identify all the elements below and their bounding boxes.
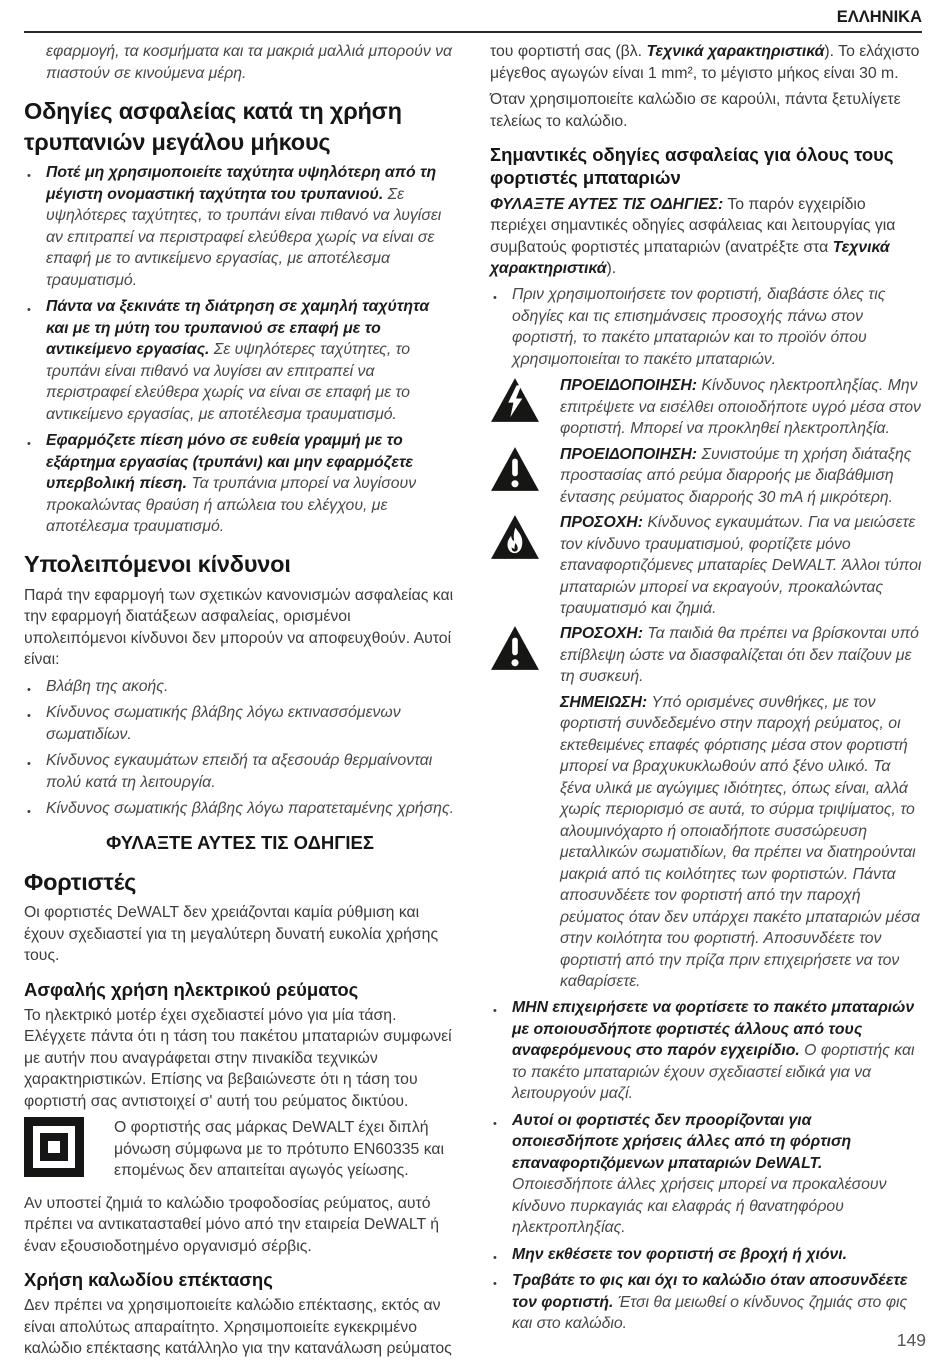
- warning-text: ΠΡΟΣΟΧΗ: Κίνδυνος εγκαυμάτων. Για να μειώσετε τον κίνδυνο τραυματισμού, φορτίζετε μόνο επαναφορτιζόμενες μπαταρίες DeWALT. Άλλοι τύποι μπαταριών μπορεί να εκραγούν, προκαλώντας τραυματισμό και ζημιά.: [560, 514, 922, 617]
- language-header: ΕΛΛΗΝΙΚΑ: [836, 8, 922, 26]
- double-insulation-row: [24, 1117, 456, 1186]
- right-column: [490, 41, 922, 1361]
- list-item: [24, 162, 456, 291]
- double-insulation-text: Ο φορτιστής σας μάρκας DeWALT έχει διπλή μόνωση σύμφωνα με το πρότυπο EN60335 και επομένως δεν απαιτείται αγωγός γείωσης.: [114, 1119, 445, 1180]
- note-paragraph: ΣΗΜΕΙΩΣΗ: Υπό ορισμένες συνθήκες, με τον φορτιστή συνδεδεμένο στην παροχή ρεύματος, οι εκτεθειμένες επαφές φόρτισης μέσα στον φορτιστή μπορεί να βραχυκυκλωθούν από ξένο υλικό. Τα ξένα υλικά με αγώγιμες ιδιότητες, όπως είναι, αλλά χωρίς περιορισμό σε αυτά, το σύρμα τριψίματος, το αλουμινόχαρτο ή οποιαδήποτε συσσώρευση μεταλλικών σωματιδίων, θα πρέπει να διατηρούνται μακριά από τις κοιλότητες των φορτιστών. Πάντα αποσυνδέετε τον φορτιστή από την παροχή ρεύματος όταν δεν υπάρχει πακέτο μπαταριών μέσα στην κοιλότητα του φορτιστή. Αποσυνδέετε τον φορτιστή από την πρίζα πριν επιχειρήσετε να τον καθαρίσετε.: [560, 693, 920, 990]
- bullet-text: Μην εκθέσετε τον φορτιστή σε βροχή ή χιόνι.: [512, 1245, 848, 1263]
- fire-hazard-warning-triangle-icon: [490, 512, 540, 619]
- class-ii-inner-square: [40, 1133, 68, 1161]
- electrical-safety-body: Το ηλεκτρικό μοτέρ έχει σχεδιαστεί μόνο για μία τάση. Ελέγχετε πάντα ότι η τάση του πακέτου μπαταριών συμφωνεί με αυτήν που αναγράφεται στην πινακίδα τεχνικών χαρακτηριστικών. Επίσης να βεβαιώνεστε ότι η τάση του φορτιστή σας αντιστοιχεί σ' αυτή του ρεύματος δικτύου.: [24, 1006, 452, 1110]
- bullet-text: Κίνδυνος σωματικής βλάβης λόγω εκτινασσόμενων σωματιδίων.: [46, 704, 401, 743]
- list-item: [24, 296, 456, 425]
- class-ii-double-insulation-icon: [24, 1117, 84, 1177]
- subsection-title-charger-safety: Σημαντικές οδηγίες ασφαλείας για όλους τους φορτιστές μπαταριών: [490, 144, 894, 189]
- electric-shock-warning-triangle-icon: [490, 375, 540, 439]
- residual-risks-intro: Παρά την εφαρμογή των σχετικών κανονισμών ασφαλείας και την εφαρμογή διατάξεων ασφαλείας, ορισμένοι υπολειπόμενοι κίνδυνοι δεν μπορούν να αποφευχθούν. Αυτοί είναι:: [24, 586, 454, 669]
- page-number: 149: [896, 1330, 926, 1351]
- bullet-marker: [490, 1244, 512, 1265]
- cable-reel-note: Όταν χρησιμοποιείτε καλώδιο σε καρούλι, πάντα ξετυλίγετε τελείως το καλώδιο.: [490, 91, 901, 130]
- bullet-marker: [490, 1270, 512, 1334]
- warning-block: [490, 623, 922, 687]
- bullet-marker: [490, 284, 512, 370]
- bullet-marker: [490, 1110, 512, 1239]
- bullet-text: ΜΗΝ επιχειρήσετε να φορτίσετε το πακέτο μπαταριών με οποιουσδήποτε φορτιστές άλλους από τους αναφερόμενους στο παρόν εγχειρίδιο. Ο φορτιστής και το πακέτο μπαταριών έχουν σχεδιαστεί ειδικά για να λειτουργούν μαζί.: [512, 999, 915, 1103]
- list-item: [24, 676, 456, 697]
- bullet-text: Κίνδυνος σωματικής βλάβης λόγω παρατεταμένης χρήσης.: [46, 800, 455, 818]
- warning-block: [490, 444, 922, 508]
- list-item: [490, 1270, 922, 1334]
- warning-text: ΠΡΟΕΙΔΟΠΟΙΗΣΗ: Συνιστούμε τη χρήση διάταξης προστασίας από ρεύμα διαρροής με διαβάθμιση έντασης ρεύματος διαρροής 30 mA ή μικρότερη.: [560, 445, 912, 506]
- bullet-text: Αυτοί οι φορτιστές δεν προορίζονται για οποιεσδήποτε χρήσεις άλλες από τη φόρτιση επαναφορτιζόμενων μπαταριών DeWALT. Οποιεσδήποτε άλλες χρήσεις μπορεί να προκαλέσουν κίνδυνο πυρκαγιάς και ελαφράς ή θανατηφόρου ηλεκτροπληξίας.: [512, 1111, 887, 1237]
- bullet-marker: [24, 676, 46, 697]
- warning-text: ΠΡΟΕΙΔΟΠΟΙΗΣΗ: Κίνδυνος ηλεκτροπληξίας. Μην επιτρέψετε να εισέλθει οποιοδήποτε υγρό μέσα στον φορτιστή. Μπορεί να προκληθεί ηλεκτροπληξία.: [560, 377, 921, 438]
- save-instructions-line: ΦΥΛΑΞΤΕ ΑΥΤΕΣ ΤΙΣ ΟΔΗΓΙΕΣ: [106, 831, 374, 853]
- bullet-text: Εφαρμόζετε πίεση μόνο σε ευθεία γραμμή με το εξάρτημα εργασίας (τρυπάνι) και μην εφαρμόζετε υπερβολική πίεση. Τα τρυπάνια μπορεί να λυγίσουν προκαλώντας θραύση ή απώλεια του ελέγχου, με αποτέλεσμα τραυματισμό.: [46, 432, 417, 535]
- two-column-layout: [24, 41, 922, 1361]
- bullet-text: Κίνδυνος εγκαυμάτων επειδή τα αξεσουάρ θερμαίνονται πολύ κατά τη λειτουργία.: [46, 752, 433, 791]
- extension-cord-continuation: του φορτιστή σας (βλ. Τεχνικά χαρακτηριστικά). Το ελάχιστο μέγεθος αγωγών είναι 1 mm², το μέγιστο μήκος είναι 30 m.: [490, 43, 920, 82]
- list-item: [490, 284, 922, 370]
- bullet-text: Πριν χρησιμοποιήσετε τον φορτιστή, διαβάστε όλες τις οδηγίες και τις επισημάνσεις προσοχής πάνω στον φορτιστή, το πακέτο μπαταριών και το προϊόν όπου χρησιμοποιείται το πακέτο μπαταριών.: [512, 286, 886, 368]
- warning-block: [490, 512, 922, 619]
- bullet-marker: [490, 997, 512, 1104]
- extension-cord-body: Δεν πρέπει να χρησιμοποιείτε καλώδιο επέκτασης, εκτός αν είναι απολύτως απαραίτητο. Χρησιμοποιείτε εγκεκριμένο καλώδιο επέκτασης κατάλληλο για την κατανάλωση ρεύματος: [24, 1297, 452, 1358]
- section-title-long-drill-safety: Οδηγίες ασφαλείας κατά τη χρήση τρυπανιών μεγάλου μήκους: [24, 98, 402, 155]
- list-item: [490, 1110, 922, 1239]
- bullet-marker: [24, 750, 46, 793]
- bullet-marker: [24, 162, 46, 291]
- warning-text: ΠΡΟΣΟΧΗ: Τα παιδιά θα πρέπει να βρίσκονται υπό επίβλεψη ώστε να διασφαλίζεται ότι δεν παίζουν με τη συσκευή.: [560, 625, 919, 686]
- carryover-paragraph: εφαρμογή, τα κοσμήματα και τα μακριά μαλλιά μπορούν να πιαστούν σε κινούμενα μέρη.: [46, 43, 453, 82]
- bullet-text: Πάντα να ξεκινάτε τη διάτρηση σε χαμηλή ταχύτητα και με τη μύτη του τρυπανιού σε επαφή με το αντικείμενο εργασίας. Σε υψηλότερες ταχύτητες, το τρυπάνι είναι πιθανό να λυγίσει αν επιτραπεί να περιστραφεί ελεύθερα χωρίς να είναι σε επαφή με το αντικείμενο εργασίας, με αποτέλεσμα τραυματισμό.: [46, 298, 430, 423]
- exclamation-warning-triangle-icon: [490, 444, 540, 508]
- list-item: [24, 750, 456, 793]
- list-item: [24, 430, 456, 537]
- bullet-marker: [24, 430, 46, 537]
- list-item: [490, 1244, 922, 1265]
- bullet-text: Ποτέ μη χρησιμοποιείτε ταχύτητα υψηλότερη από τη μέγιστη ονομαστική ταχύτητα του τρυπανιού. Σε υψηλότερες ταχύτητες, το τρυπάνι είναι πιθανό να λυγίσει αν επιτραπεί να περιστραφεί ελεύθερα χωρίς να είναι σε επαφή με το αντικείμενο εργασίας, με αποτέλεσμα τραυματισμό.: [46, 164, 442, 289]
- save-instructions-paragraph: ΦΥΛΑΞΤΕ ΑΥΤΕΣ ΤΙΣ ΟΔΗΓΙΕΣ: Το παρόν εγχειρίδιο περιέχει σημαντικές οδηγίες ασφάλειας και λειτουργίας για συμβατούς φορτιστές μπαταριών (ανατρέξτε στα Τεχνικά χαρακτηριστικά).: [490, 195, 896, 277]
- list-item: [490, 997, 922, 1104]
- bullet-text: Βλάβη της ακοής.: [46, 677, 169, 695]
- header-rule: [24, 31, 922, 33]
- cord-replacement-text: Αν υποστεί ζημιά το καλώδιο τροφοδοσίας ρεύματος, αυτό πρέπει να αντικατασταθεί μόνο από την εταιρεία DeWALT ή έναν εξουσιοδοτημένο οργανισμό σέρβις.: [24, 1194, 440, 1255]
- chargers-intro: Οι φορτιστές DeWALT δεν χρειάζονται καμία ρύθμιση και έχουν σχεδιαστεί για τη μεγαλύτερη δυνατή ευκολία χρήσης τους.: [24, 904, 439, 965]
- left-column: [24, 41, 456, 1361]
- subsection-title-extension-cord: Χρήση καλωδίου επέκτασης: [24, 1269, 273, 1291]
- bullet-text: Τραβάτε το φις και όχι το καλώδιο όταν αποσυνδέετε τον φορτιστή. Έτσι θα μειωθεί ο κίνδυνος ζημιάς στο φις και στο καλώδιο.: [512, 1272, 908, 1332]
- exclamation-warning-triangle-icon: [490, 623, 540, 687]
- section-title-chargers: Φορτιστές: [24, 868, 137, 895]
- bullet-marker: [24, 702, 46, 745]
- bullet-marker: [24, 798, 46, 819]
- subsection-title-electrical-safety: Ασφαλής χρήση ηλεκτρικού ρεύματος: [24, 978, 359, 1000]
- list-item: [24, 798, 456, 819]
- section-title-residual-risks: Υπολειπόμενοι κίνδυνοι: [24, 551, 291, 578]
- bullet-marker: [24, 296, 46, 425]
- warning-block: [490, 375, 922, 439]
- list-item: [24, 702, 456, 745]
